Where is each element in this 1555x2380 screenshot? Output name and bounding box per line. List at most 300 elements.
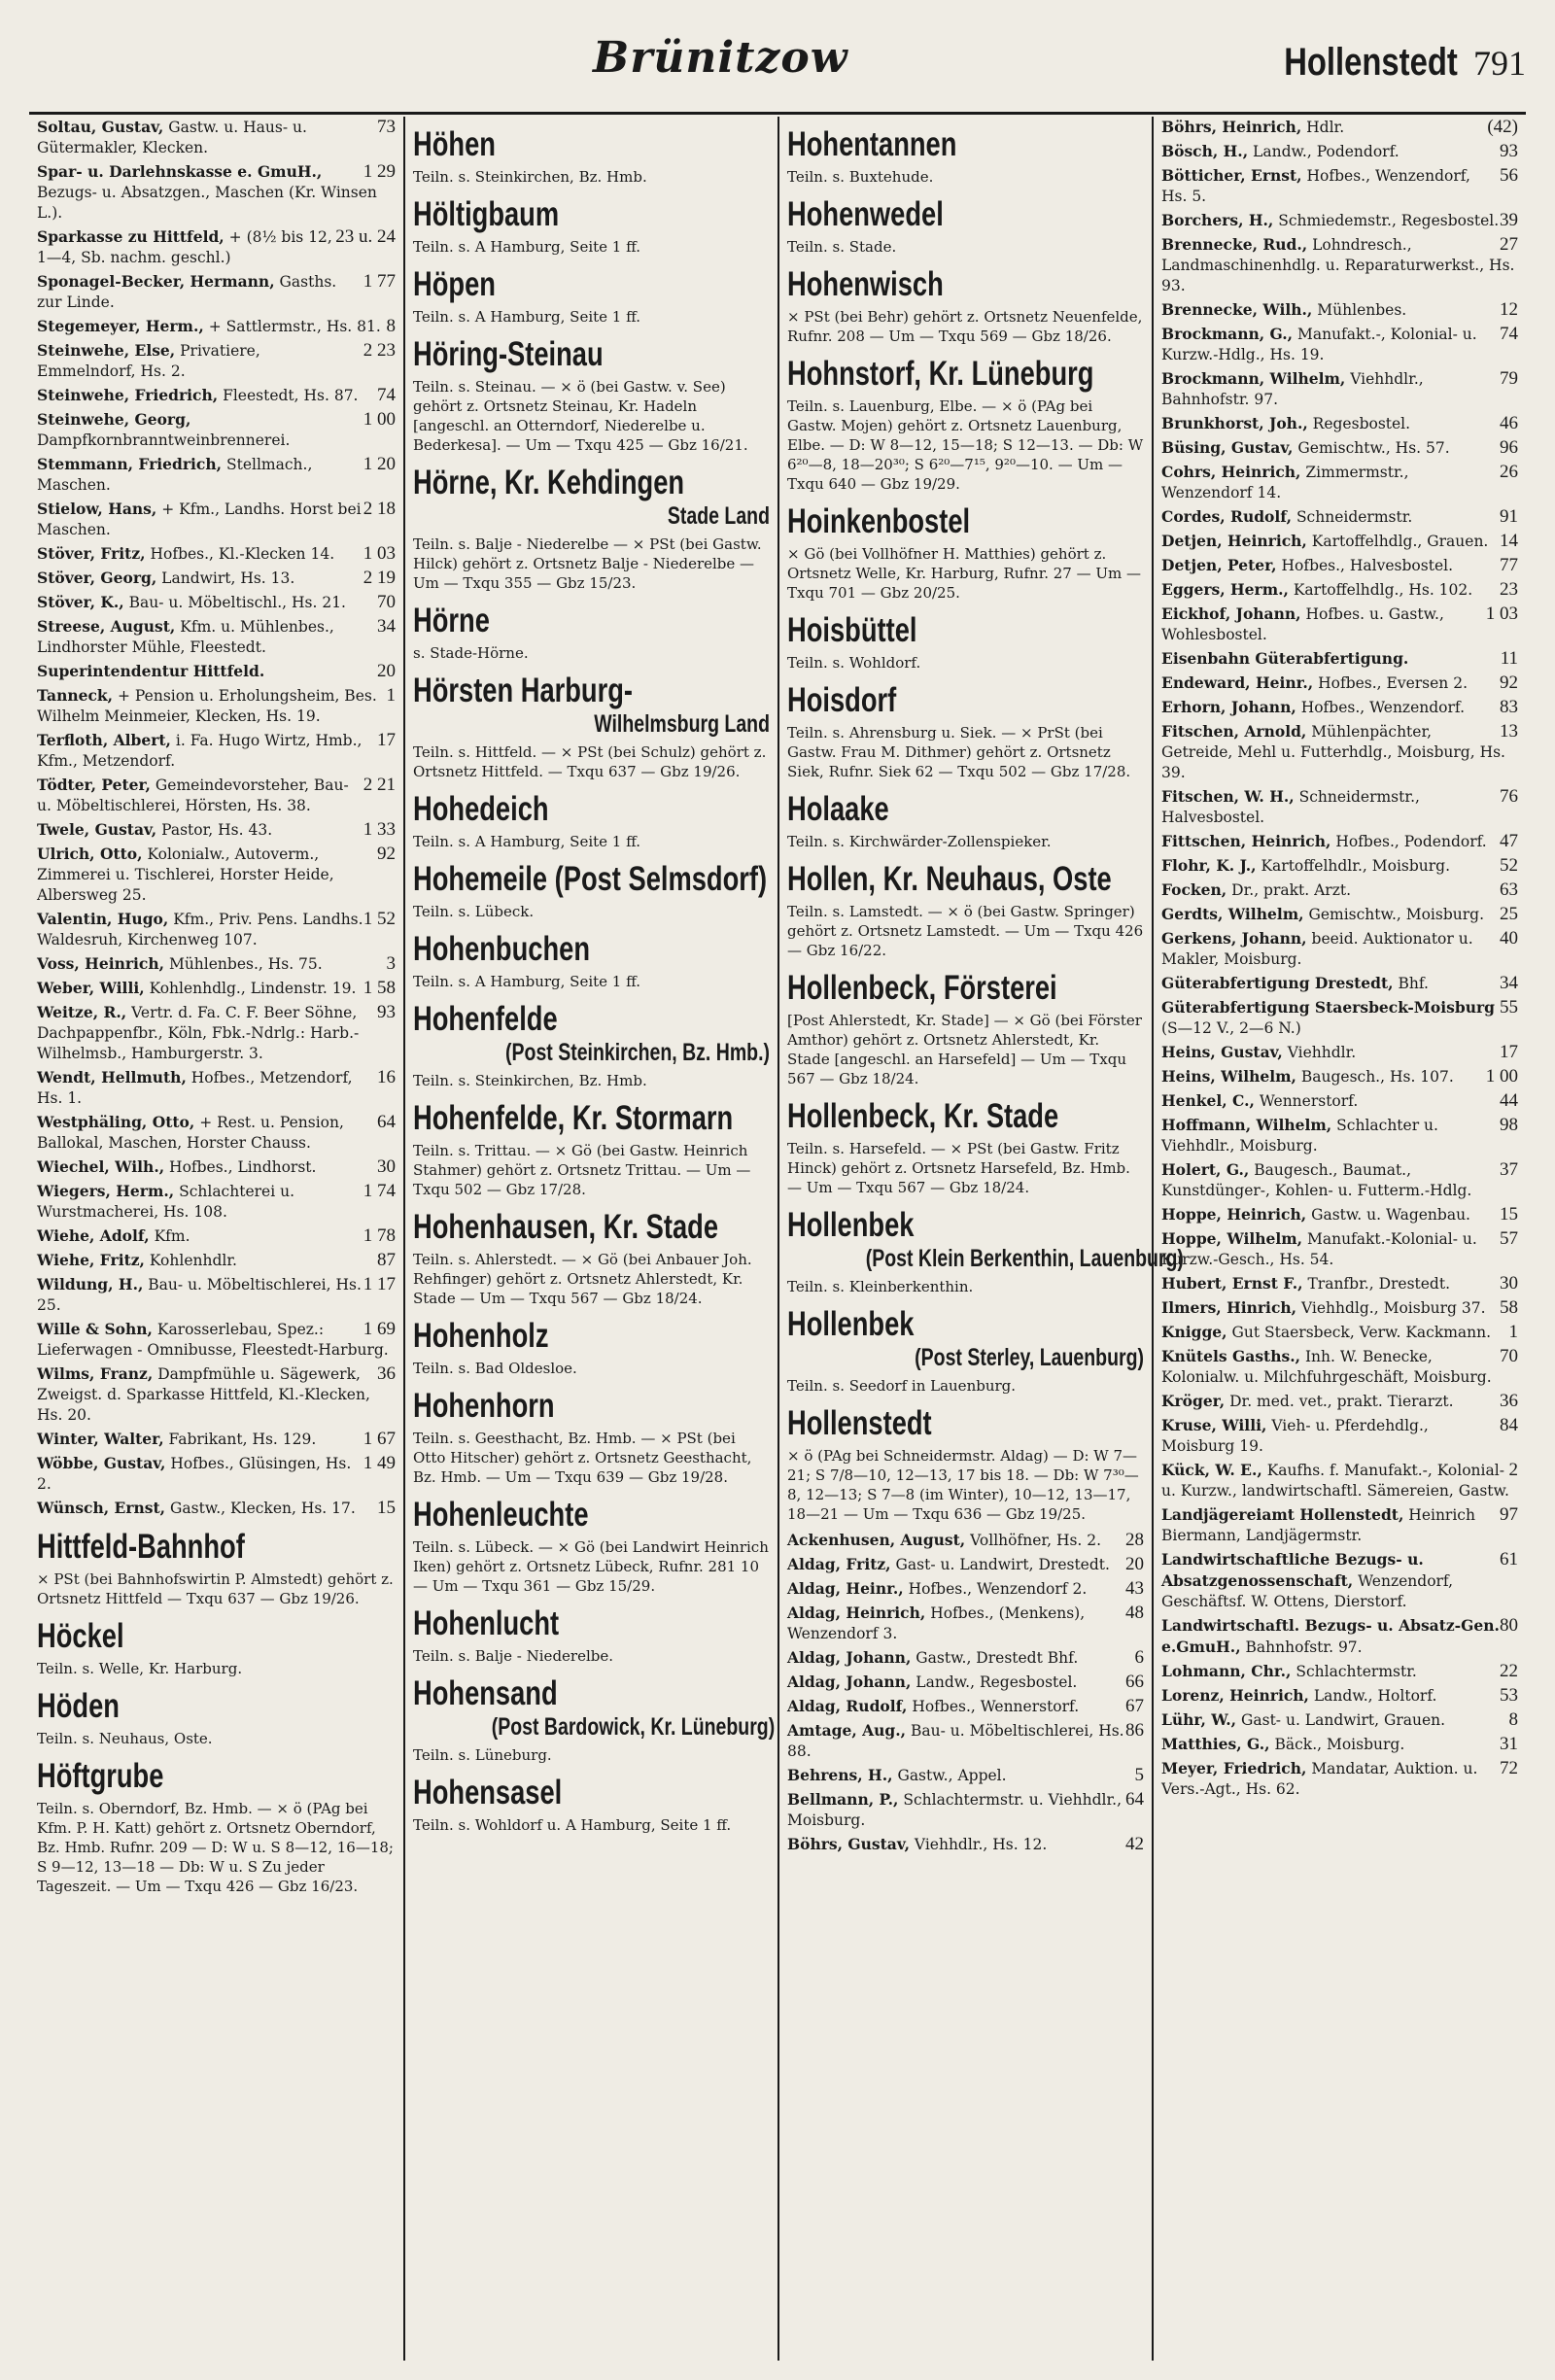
place-section <box>413 1497 770 1596</box>
directory-entry <box>37 543 396 565</box>
directory-page <box>29 19 1526 2361</box>
entry-details: Mühlenbes. <box>1317 301 1407 319</box>
phone-number: 27 <box>1500 234 1518 255</box>
phone-number: 61 <box>1500 1549 1518 1569</box>
entry-name: Brennecke, Wilh., <box>1161 300 1313 319</box>
entry-name: Böhrs, Heinrich, <box>1161 118 1302 136</box>
entry-name: Steinwehe, Else, <box>37 341 176 360</box>
place-section <box>413 336 770 455</box>
phone-number: 25 <box>1500 904 1518 924</box>
place-heading: Höhen <box>413 125 496 163</box>
directory-entry <box>37 1453 396 1495</box>
entry-details: Gastw. u. Haus- u. Gütermakler, Klecken. <box>37 119 307 156</box>
entry-name: Twele, Gustav, <box>37 820 157 839</box>
directory-entry <box>1161 117 1518 138</box>
entry-name: Amtage, Aug., <box>787 1721 907 1740</box>
entry-name: Cohrs, Heinrich, <box>1161 463 1301 481</box>
entry-name: Wille & Sohn, <box>37 1320 153 1338</box>
directory-entry <box>787 1672 1144 1693</box>
directory-entry <box>37 499 396 540</box>
directory-entry <box>1161 1042 1518 1063</box>
directory-entry <box>1161 1346 1518 1388</box>
entry-name: Landwirtschaftliche Bezugs- u. Absatzgenossenschaft, <box>1161 1550 1424 1590</box>
phone-number: 66 <box>1125 1672 1144 1692</box>
entry-name: Wöbbe, Gustav, <box>37 1454 166 1472</box>
entry-details: Gast- u. Landwirt, Drestedt. <box>895 1556 1110 1573</box>
entry-details: Kaufhs. f. Manufakt.-, Kolonial- u. Kurzw., landwirtschaftl. Sämereien, Gastw. <box>1161 1462 1509 1500</box>
directory-entry <box>37 775 396 816</box>
phone-number: 73 <box>377 117 396 137</box>
entry-name: Aldag, Heinrich, <box>787 1604 926 1622</box>
entry-name: Aldag, Johann, <box>787 1648 912 1667</box>
directory-entry <box>1161 1615 1518 1658</box>
directory-entry <box>1161 324 1518 365</box>
place-heading: Hohenleuchte <box>413 1496 589 1534</box>
place-telephone-info: Teiln. s. Kirchwärder-Zollenspieker. <box>787 833 1052 850</box>
place-heading: Hollenstedt <box>787 1404 932 1442</box>
entry-details: Heinrich Biermann, Landjägermstr. <box>1161 1506 1475 1544</box>
entry-name: Brennecke, Rud., <box>1161 235 1308 254</box>
place-telephone-info: Teiln. s. Steinau. — × ö (bei Gastw. v. See) gehört z. Ortsnetz Steinau, Kr. Hadeln [angeschl. an Otterndorf, Niederelbe u. Bederkesa]. — Um — Txqu 425 — Gbz 16/21. <box>413 378 748 454</box>
phone-number: 93 <box>1500 141 1518 161</box>
directory-entry <box>1161 1066 1518 1087</box>
entry-name: Soltau, Gustav, <box>37 118 164 136</box>
directory-entry <box>37 117 396 158</box>
directory-entry <box>1161 506 1518 528</box>
directory-entry <box>1161 721 1518 783</box>
place-section <box>787 1098 1144 1197</box>
place-telephone-info: × PSt (bei Behr) gehört z. Ortsnetz Neuenfelde, Rufnr. 208 — Um — Txqu 569 — Gbz 18/26. <box>787 308 1143 345</box>
place-telephone-info: Teiln. s. A Hamburg, Seite 1 ff. <box>413 973 640 990</box>
entry-name: Eickhof, Johann, <box>1161 604 1301 623</box>
place-section <box>787 356 1144 494</box>
place-section <box>413 1318 770 1378</box>
directory-entry <box>37 844 396 906</box>
entry-details: (S—12 V., 2—6 N.) <box>1161 1019 1301 1037</box>
entry-name: Meyer, Friedrich, <box>1161 1759 1307 1777</box>
phone-number: 36 <box>1500 1391 1518 1411</box>
directory-entry <box>1161 997 1518 1039</box>
entry-name: Lorenz, Heinrich, <box>1161 1686 1309 1705</box>
entry-name: Knütels Gasths., <box>1161 1347 1300 1365</box>
phone-number: 70 <box>377 592 396 612</box>
phone-number: 39 <box>1500 210 1518 230</box>
directory-entry <box>787 1720 1144 1762</box>
directory-entry <box>37 1181 396 1223</box>
place-section <box>787 861 1144 960</box>
directory-entry <box>37 340 396 382</box>
directory-entry <box>1161 648 1518 670</box>
place-section <box>37 1529 396 1608</box>
entry-name: Wilms, Franz, <box>37 1364 154 1383</box>
phone-number: 64 <box>377 1112 396 1132</box>
entry-name: Henkel, C., <box>1161 1091 1255 1110</box>
entry-name: Valentin, Hugo, <box>37 910 169 928</box>
entry-details: Vollhöfner, Hs. 2. <box>970 1532 1102 1549</box>
phone-number: 1 00 <box>363 409 396 430</box>
directory-entry <box>37 1319 396 1361</box>
place-heading: Hollen, Kr. Neuhaus, Oste <box>787 860 1112 898</box>
entry-name: Aldag, Rudolf, <box>787 1697 908 1715</box>
running-head: Brünitzow <box>593 33 848 83</box>
entry-name: Fitschen, W. H., <box>1161 787 1295 806</box>
place-telephone-info: Teiln. s. Kleinberkenthin. <box>787 1278 974 1295</box>
entry-details: Vieh- u. Pferdehdlg., Moisburg 19. <box>1161 1417 1429 1455</box>
phone-number: 37 <box>1500 1159 1518 1180</box>
entry-name: Brockmann, G., <box>1161 325 1294 343</box>
place-section <box>413 1605 770 1666</box>
entry-name: Ilmers, Hinrich, <box>1161 1298 1297 1317</box>
phone-number: 93 <box>377 1002 396 1022</box>
directory-entry <box>37 409 396 451</box>
place-section <box>413 1001 770 1090</box>
place-heading: Hohentannen <box>787 125 957 163</box>
place-subheading: Stade Land <box>667 502 770 530</box>
directory-entry <box>1161 604 1518 645</box>
place-heading: Höltigbaum <box>413 195 560 233</box>
directory-entry <box>1161 1322 1518 1343</box>
entry-details: Kfm. u. Mühlenbes., Lindhorster Mühle, Fleestedt. <box>37 618 334 656</box>
page-number: 791 <box>1473 44 1526 83</box>
entry-name: Superintendentur Hittfeld. <box>37 662 265 680</box>
phone-number: 15 <box>1500 1204 1518 1224</box>
phone-number: 2 18 <box>363 499 396 519</box>
phone-number: 53 <box>1500 1685 1518 1706</box>
place-heading: Hollenbeck, Kr. Stade <box>787 1097 1059 1135</box>
directory-entry <box>787 1554 1144 1575</box>
directory-entry <box>1161 1460 1518 1501</box>
entry-name: Lühr, W., <box>1161 1710 1237 1729</box>
place-section <box>413 1388 770 1487</box>
phone-number: 34 <box>1500 973 1518 993</box>
place-section <box>787 503 1144 603</box>
directory-entry <box>1161 855 1518 877</box>
phone-number: 84 <box>1500 1415 1518 1435</box>
entry-name: Stegemeyer, Herm., <box>37 317 204 335</box>
phone-number: 42 <box>1125 1834 1144 1854</box>
place-section <box>413 266 770 327</box>
phone-number: 1 33 <box>363 819 396 840</box>
directory-entry <box>1161 1204 1518 1225</box>
directory-entry <box>37 161 396 224</box>
entry-details: Tranfbr., Drestedt. <box>1307 1275 1451 1293</box>
phone-number: 1 17 <box>363 1274 396 1294</box>
place-heading: Höftgrube <box>37 1757 164 1795</box>
directory-entry <box>787 1696 1144 1717</box>
entry-name: Weber, Willi, <box>37 979 145 997</box>
place-heading: Höckel <box>37 1617 124 1655</box>
place-subheading: (Post Bardowick, Kr. Lüneburg) <box>491 1713 776 1741</box>
phone-number: 56 <box>1500 165 1518 186</box>
entry-details: Hofbes. u. Gastw., Wohlesbostel. <box>1161 605 1444 643</box>
phone-number: 2 19 <box>363 568 396 588</box>
directory-entry <box>787 1603 1144 1644</box>
entry-name: Güterabfertigung Staersbeck-Moisburg <box>1161 998 1495 1017</box>
place-section <box>37 1618 396 1678</box>
place-telephone-info: × Gö (bei Vollhöfner H. Matthies) gehört z. Ortsnetz Welle, Kr. Harburg, Rufnr. 27 — Um — Txqu 701 — Gbz 20/25. <box>787 545 1142 602</box>
entry-details: Hofbes., Wenzendorf. <box>1300 699 1466 716</box>
phone-number: 3 <box>386 953 396 974</box>
place-heading: Hörne, Kr. Kehdingen <box>413 464 685 501</box>
place-section <box>37 1758 396 1896</box>
place-heading: Hohenfelde <box>413 1000 558 1038</box>
place-heading: Hohnstorf, Kr. Lüneburg <box>787 355 1094 393</box>
place-heading: Hollenbeck, Försterei <box>787 969 1057 1007</box>
entry-details: Wennerstorf. <box>1259 1092 1359 1110</box>
entry-name: Cordes, Rudolf, <box>1161 507 1292 526</box>
entry-details: Dr., prakt. Arzt. <box>1231 881 1352 899</box>
directory-entry <box>787 1647 1144 1669</box>
entry-details: i. Fa. Hugo Wirtz, Hmb., Kfm., Metzendorf. <box>37 732 363 770</box>
phone-number: 14 <box>1500 531 1518 551</box>
entry-details: Viehhdlg., Moisburg 37. <box>1300 1299 1486 1317</box>
directory-entry <box>37 316 396 337</box>
entry-name: Kruse, Willi, <box>1161 1416 1267 1434</box>
entry-name: Bösch, H., <box>1161 142 1249 160</box>
entry-details: Gast- u. Landwirt, Grauen. <box>1241 1711 1446 1729</box>
place-section <box>787 970 1144 1088</box>
place-telephone-info: Teiln. s. Buxtehude. <box>787 168 934 186</box>
entry-name: Kück, W. E., <box>1161 1461 1262 1479</box>
directory-entry <box>1161 904 1518 925</box>
place-section <box>413 1775 770 1835</box>
phone-number: 6 <box>1134 1647 1144 1668</box>
place-heading: Hohensasel <box>413 1774 563 1811</box>
entry-details: Gastw., Klecken, Hs. 17. <box>170 1500 356 1517</box>
entry-details: Gemeindevorsteher, Bau- u. Möbeltischlerei, Hörsten, Hs. 38. <box>37 776 349 814</box>
directory-entry <box>787 1765 1144 1786</box>
entry-details: + Pension u. Erholungsheim, Bes. Wilhelm Meinmeier, Klecken, Hs. 19. <box>37 687 377 725</box>
entry-name: Erhorn, Johann, <box>1161 698 1296 716</box>
place-telephone-info: Teiln. s. Geesthacht, Bz. Hmb. — × PSt (bei Otto Hitscher) gehört z. Ortsnetz Geesthacht, Bz. Hmb. — Um — Txqu 639 — Gbz 19/28. <box>413 1430 752 1486</box>
phone-number: 13 <box>1500 721 1518 742</box>
place-heading: Hohenbuchen <box>413 930 590 968</box>
entry-details: Kohlenhdlg., Lindenstr. 19. <box>149 980 357 997</box>
entry-name: Endeward, Heinr., <box>1161 673 1314 692</box>
directory-entry <box>1161 697 1518 718</box>
place-section <box>787 126 1144 187</box>
directory-entry <box>37 1498 396 1519</box>
place-telephone-info: Teiln. s. Harsefeld. — × PSt (bei Gastw. Fritz Hinck) gehört z. Ortsnetz Harsefeld, Bz. Hmb. — Um — Txqu 567 — Gbz 18/24. <box>787 1140 1130 1196</box>
entry-details: Hofbes., (Menkens), Wenzendorf 3. <box>787 1604 1086 1642</box>
directory-entry <box>37 1363 396 1426</box>
directory-entry <box>1161 1685 1518 1707</box>
entry-name: Spar- u. Darlehnskasse e. GmuH., <box>37 162 323 181</box>
entry-name: Focken, <box>1161 880 1227 899</box>
entry-details: Hofbes., Eversen 2. <box>1318 674 1469 692</box>
place-section <box>413 126 770 187</box>
phone-number: 16 <box>377 1067 396 1087</box>
entry-name: Wendt, Hellmuth, <box>37 1068 187 1087</box>
place-heading: Höring-Steinau <box>413 335 604 373</box>
entry-details: Privatiere, Emmelndorf, Hs. 2. <box>37 342 260 380</box>
phone-number: 34 <box>377 616 396 637</box>
place-section <box>787 791 1144 851</box>
directory-entry <box>1161 880 1518 901</box>
entry-details: Bahnhofstr. 97. <box>1245 1638 1363 1656</box>
entry-name: Heins, Gustav, <box>1161 1043 1283 1061</box>
directory-entry <box>37 661 396 682</box>
directory-entry <box>1161 1115 1518 1156</box>
entry-details: Gemischtw., Moisburg. <box>1308 906 1484 923</box>
entry-details: Mühlenbes., Hs. 75. <box>168 955 323 973</box>
place-subheading: (Post Sterley, Lauenburg) <box>915 1344 1144 1371</box>
phone-number: 1 78 <box>363 1225 396 1246</box>
directory-entry <box>1161 1415 1518 1457</box>
phone-number: 30 <box>377 1156 396 1177</box>
entry-details: Gastw., Drestedt Bhf. <box>916 1649 1079 1667</box>
phone-number: 1 29 <box>363 161 396 182</box>
place-telephone-info: × PSt (bei Bahnhofswirtin P. Almstedt) gehört z. Ortsnetz Hittfeld — Txqu 637 — Gbz 19/26. <box>37 1570 394 1607</box>
place-heading: Hohensand <box>413 1674 558 1712</box>
entry-name: Matthies, G., <box>1161 1735 1270 1753</box>
phone-number: 30 <box>1500 1273 1518 1293</box>
phone-number: 96 <box>1500 437 1518 458</box>
place-heading: Hollenbek <box>787 1206 915 1244</box>
entry-name: Bellmann, P., <box>787 1790 899 1809</box>
entry-name: Streese, August, <box>37 617 176 636</box>
entry-details: Bau- u. Möbeltischlerei, Hs. 25. <box>37 1276 362 1314</box>
phone-number: 1 52 <box>363 909 396 929</box>
entry-details: Schlachter u. Viehhdlr., Moisburg. <box>1161 1117 1438 1155</box>
entry-details: Manufakt.-Kolonial- u. Kurzw.-Gesch., Hs. 54. <box>1161 1230 1477 1268</box>
entry-details: Fabrikant, Hs. 129. <box>168 1431 317 1448</box>
entry-details: Viehhdlr. <box>1287 1044 1357 1061</box>
page-header <box>29 19 1526 115</box>
directory-entry <box>1161 299 1518 321</box>
directory-entry <box>37 616 396 658</box>
place-heading: Hoisdorf <box>787 681 897 719</box>
phone-number: 2 <box>1508 1460 1518 1480</box>
phone-number: 20 <box>377 661 396 681</box>
place-section <box>413 931 770 991</box>
entry-name: Kröger, <box>1161 1392 1226 1410</box>
directory-entry <box>1161 928 1518 970</box>
entry-name: Gerkens, Johann, <box>1161 929 1307 948</box>
place-telephone-info: Teiln. s. Oberndorf, Bz. Hmb. — × ö (PAg bei Kfm. P. H. Katt) gehört z. Ortsnetz Oberndorf, Bz. Hmb. Rufnr. 209 — D: W u. S 8—12, 16—18; S 9—12, 13—18 — Db: W u. S Zu jeder Tageszeit. — Um — Txqu 426 — Gbz 16/23. <box>37 1800 394 1895</box>
entry-details: Hofbes., Wenzendorf, Hs. 5. <box>1161 167 1470 205</box>
phone-number: 74 <box>377 385 396 405</box>
directory-entry <box>787 1834 1144 1855</box>
place-subheading: Wilhelmsburg Land <box>594 710 770 738</box>
entry-name: Wiegers, Herm., <box>37 1182 175 1200</box>
directory-entry <box>1161 1709 1518 1731</box>
place-section <box>787 1306 1144 1396</box>
phone-number: 1 69 <box>363 1319 396 1339</box>
place-telephone-info: Teiln. s. Lübeck. — × Gö (bei Landwirt Heinrich Iken) gehört z. Ortsnetz Lübeck, Rufnr. 281 10 — Um — Txqu 361 — Gbz 15/29. <box>413 1538 769 1595</box>
directory-entry <box>37 953 396 975</box>
entry-details: Inh. W. Benecke, Kolonialw. u. Milchfuhrgeschäft, Moisburg. <box>1161 1348 1492 1386</box>
directory-entry <box>1161 1159 1518 1201</box>
entry-details: Hofbes., Glüsingen, Hs. 2. <box>37 1455 352 1493</box>
entry-details: Schmiedemstr., Regesbostel. <box>1278 212 1500 229</box>
place-heading: Hoisbüttel <box>787 611 917 649</box>
directory-entry <box>1161 437 1518 459</box>
entry-details: Regesbostel. <box>1312 415 1411 432</box>
phone-number: 76 <box>1500 786 1518 807</box>
phone-number: 97 <box>1500 1504 1518 1525</box>
directory-entry <box>37 819 396 841</box>
place-heading: Hohenwisch <box>787 265 944 303</box>
place-heading: Hoinkenbostel <box>787 502 971 540</box>
entry-details: Baugesch., Baumat., Kunstdünger-, Kohlen- u. Futterm.-Hdlg. <box>1161 1161 1472 1199</box>
phone-number: 80 <box>1500 1615 1518 1636</box>
entry-details: Dampfmühle u. Sägewerk, Zweigst. d. Sparkasse Hittfeld, Kl.-Klecken, Hs. 20. <box>37 1365 370 1424</box>
place-telephone-info: Teiln. s. Lamstedt. — × ö (bei Gastw. Springer) gehört z. Ortsnetz Lamstedt. — Um — Txqu 426 — Gbz 16/22. <box>787 903 1144 959</box>
entry-name: Wiehe, Fritz, <box>37 1251 145 1269</box>
entry-details: Hofbes., Wennerstorf. <box>912 1698 1080 1715</box>
directory-entry <box>787 1789 1144 1831</box>
directory-entry <box>1161 1090 1518 1112</box>
entry-details: Wenzendorf, Geschäftsf. W. Ottens, Dierstorf. <box>1161 1572 1454 1610</box>
entry-name: Behrens, H., <box>787 1766 893 1784</box>
entry-details: Hofbes., Wenzendorf 2. <box>908 1580 1088 1598</box>
place-section <box>787 196 1144 257</box>
place-telephone-info: Teiln. s. A Hamburg, Seite 1 ff. <box>413 833 640 850</box>
place-telephone-info: Teiln. s. Lübeck. <box>413 903 535 920</box>
phone-number: 1 03 <box>1485 604 1518 624</box>
place-section <box>787 1206 1184 1296</box>
place-heading: Hohenlucht <box>413 1604 560 1642</box>
entry-details: Hdlr. <box>1306 119 1345 136</box>
directory-entry <box>37 1156 396 1178</box>
directory-entry <box>37 592 396 613</box>
phone-number: 1 20 <box>363 454 396 474</box>
phone-number: 52 <box>1500 855 1518 876</box>
place-section <box>787 682 1144 781</box>
place-heading: Hohenfelde, Kr. Stormarn <box>413 1099 734 1137</box>
entry-details: Viehhdlr., Bahnhofstr. 97. <box>1161 370 1424 408</box>
page-place-name: Hollenstedt <box>1284 41 1458 84</box>
directory-entry <box>37 1002 396 1064</box>
directory-entry <box>1161 234 1518 296</box>
directory-entry <box>1161 413 1518 434</box>
phone-number: 58 <box>1500 1297 1518 1318</box>
entry-name: Stöver, Fritz, <box>37 544 146 563</box>
place-section <box>413 791 770 851</box>
directory-entry <box>1161 210 1518 231</box>
phone-number: 86 <box>1125 1720 1144 1741</box>
entry-name: Steinwehe, Friedrich, <box>37 386 219 404</box>
entry-details: Hofbes., Kl.-Klecken 14. <box>150 545 335 563</box>
entry-details: Zimmermstr., Wenzendorf 14. <box>1161 464 1409 501</box>
phone-number: 83 <box>1500 697 1518 717</box>
entry-details: Kartoffelhdlr., Moisburg. <box>1261 857 1451 875</box>
place-telephone-info: s. Stade-Hörne. <box>413 644 529 662</box>
phone-number: 12 <box>1500 299 1518 320</box>
entry-name: Weitze, R., <box>37 1003 127 1021</box>
phone-number: 43 <box>1125 1578 1144 1599</box>
directory-entry <box>1161 579 1518 601</box>
phone-number: 11 <box>1500 648 1518 669</box>
entry-name: Stöver, Georg, <box>37 569 157 587</box>
entry-details: Landw., Regesbostel. <box>916 1673 1078 1691</box>
phone-number: 47 <box>1500 831 1518 851</box>
directory-entry <box>37 730 396 772</box>
entry-details: Dr. med. vet., prakt. Tierarzt. <box>1229 1393 1454 1410</box>
directory-entry <box>37 1429 396 1450</box>
place-heading: Hohenwedel <box>787 195 944 233</box>
phone-number: 1 <box>1508 1322 1518 1342</box>
directory-entry <box>1161 531 1518 552</box>
directory-entry <box>1161 673 1518 694</box>
place-telephone-info: Teiln. s. Ahrensburg u. Siek. — × PrSt (bei Gastw. Frau M. Dithmer) gehört z. Ortsnetz Siek, Rufnr. Siek 62 — Txqu 502 — Gbz 17/28. <box>787 724 1131 780</box>
entry-details: Bhf. <box>1398 975 1429 992</box>
place-subheading: (Post Klein Berkenthin, Lauenburg) <box>865 1245 1184 1272</box>
place-section <box>787 266 1144 346</box>
entry-name: Landwirtschaftl. Bezugs- u. Absatz-Gen. e.GmuH., <box>1161 1616 1500 1656</box>
place-heading: Hohemeile (Post Selmsdorf) <box>413 860 768 898</box>
